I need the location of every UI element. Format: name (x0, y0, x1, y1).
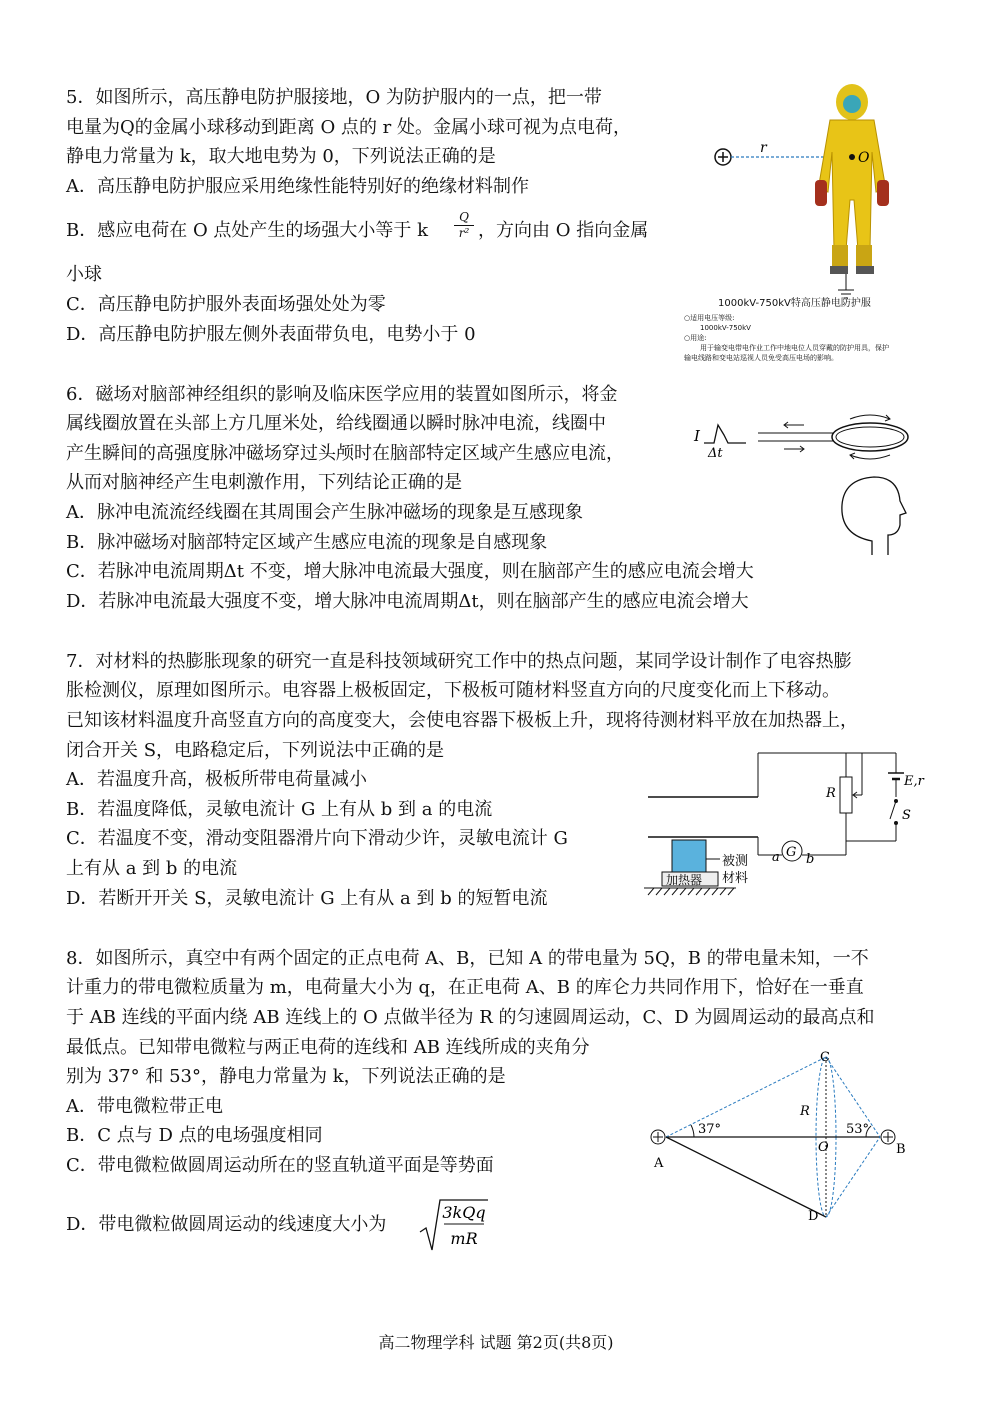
q6-line-1: 6．磁场对脑部神经组织的影响及临床医学应用的装置如图所示，将金 (66, 384, 618, 405)
q6-option-b: B．脉冲磁场对脑部特定区域产生感应电流的现象是自感现象 (66, 532, 548, 553)
q7-option-c: C．若温度不变，滑动变阻器滑片向下滑动少许，灵敏电流计 G (66, 828, 568, 849)
point-a-label: A (654, 1156, 664, 1171)
q8-charge-figure (640, 1045, 930, 1225)
r-label: r (760, 140, 767, 156)
point-c-label: C (820, 1050, 830, 1065)
suit-body (815, 84, 889, 274)
q7-circuit-figure (640, 745, 930, 900)
q6-option-d: D．若脉冲电流最大强度不变，增大脉冲电流周期Δt，则在脑部产生的感应电流会增大 (66, 591, 749, 612)
pulse-i-label: I (694, 427, 700, 445)
q5-line-1: 5．如图所示，高压静电防护服接地，O 为防护服内的一点，把一带 (66, 87, 602, 108)
q6-line-2: 属线圈放置在头部上方几厘米处，给线圈通以瞬时脉冲电流，线圈中 (66, 413, 606, 434)
sqrt-denominator: mR (450, 1229, 478, 1248)
q5-option-b: B．感应电荷在 O 点处产生的场强大小等于 k (66, 220, 429, 241)
er-label: E,r (904, 774, 924, 789)
angle-53-label: 53° (846, 1122, 870, 1137)
sqrt-numerator: 3kQq (442, 1203, 486, 1222)
point-b-label: B (896, 1142, 906, 1157)
suit-spec-4: 用于输变电带电作业工作中地电位人员穿戴的防护用具，保护 (700, 344, 889, 352)
q7-line-2: 胀检测仪，原理如图所示。电容器上极板固定，下极板可随材料竖直方向的尺度变化而上下移动。 (66, 680, 840, 701)
q5-fraction-num: Q (454, 210, 474, 226)
q5-option-c: C．高压静电防护服外表面场强处处为零 (66, 294, 386, 315)
q7-option-a: A．若温度升高，极板所带电荷量减小 (66, 769, 367, 790)
a-label: a (772, 850, 780, 865)
q5-option-d: D．高压静电防护服左侧外表面带负电，电势小于 0 (66, 324, 476, 345)
q5-option-b-tail: ，方向由 O 指向金属 (478, 220, 649, 241)
q6-line-3: 产生瞬间的高强度脉冲磁场穿过头颅时在脑部特定区域产生感应电流， (66, 443, 624, 464)
suit-spec-5: 输电线路和变电站巡视人员免受高压电场的影响。 (684, 354, 838, 362)
q6-line-4: 从而对脑神经产生电刺激作用，下列结论正确的是 (66, 472, 462, 493)
q5-option-a: A．高压静电防护服应采用绝缘性能特别好的绝缘材料制作 (66, 176, 529, 197)
q7-option-c-cont: 上有从 a 到 b 的电流 (66, 858, 238, 879)
switch (890, 801, 896, 819)
suit-spec-2: 1000kV-750kV (700, 324, 751, 332)
material-label-2: 材料 (722, 871, 749, 886)
q8-sqrt-expression (418, 1196, 490, 1256)
q8-option-a: A．带电微粒带正电 (66, 1096, 223, 1117)
q8-line-5: 别为 37° 和 53°，静电力常量为 k，下列说法正确的是 (66, 1066, 506, 1087)
q6-coil-figure (684, 405, 924, 585)
page-footer: 高二物理学科 试题 第2页(共8页) (378, 1333, 614, 1352)
q8-option-c: C．带电微粒做圆周运动所在的竖直轨道平面是等势面 (66, 1155, 494, 1176)
q5-fraction-den: r² (458, 226, 470, 240)
q8-line-1: 8．如图所示，真空中有两个固定的正点电荷 A、B，已知 A 的带电量为 5Q，B 的带电量未知，一不 (66, 948, 869, 969)
q7-line-1: 7．对材料的热膨胀现象的研究一直是科技领域研究工作中的热点问题，某同学设计制作了电容热膨 (66, 651, 852, 672)
pulse-dt-label: Δt (708, 446, 723, 461)
q8-option-b: B．C 点与 D 点的电场强度相同 (66, 1125, 323, 1146)
head-outline (842, 477, 906, 555)
q8-option-d: D．带电微粒做圆周运动的线速度大小为 (66, 1214, 387, 1235)
q5-fraction (454, 210, 474, 250)
q7-line-3: 已知该材料温度升高竖直方向的高度变大，会使电容器下极板上升，现将待测材料平放在加热器上， (66, 710, 858, 731)
radius-label: R (800, 1104, 810, 1119)
q7-line-4: 闭合开关 S，电路稳定后，下列说法中正确的是 (66, 740, 445, 761)
suit-caption: 1000kV-750kV特高压静电防护服 (718, 298, 871, 309)
material-label-1: 被测 (722, 854, 749, 869)
q5-line-3: 静电力常量为 k，取大地电势为 0，下列说法正确的是 (66, 146, 496, 167)
q6-option-c: C．若脉冲电流周期Δt 不变，增大脉冲电流最大强度，则在脑部产生的感应电流会增大 (66, 561, 754, 582)
q6-option-a: A．脉冲电流流经线圈在其周围会产生脉冲磁场的现象是互感现象 (66, 502, 583, 523)
suit-spec-1: ○适用电压等级: (684, 314, 735, 322)
test-material (672, 840, 706, 872)
point-d-label: D (808, 1209, 819, 1224)
q8-line-4: 最低点。已知带电微粒与两正电荷的连线和 AB 连线所成的夹角分 (66, 1037, 590, 1058)
g-label: G (786, 845, 797, 860)
o-label: O (858, 150, 870, 166)
r-label: R (826, 786, 836, 801)
q5-suit-figure (680, 80, 940, 380)
heater-label: 加热器 (666, 873, 703, 887)
q8-line-2: 计重力的带电微粒质量为 m，电荷量大小为 q，在正电荷 A、B 的库仑力共同作用下，恰好在一垂直 (66, 977, 864, 998)
b-label: b (806, 852, 815, 867)
rheostat (840, 777, 852, 813)
suit-spec-3: ○用途: (684, 334, 707, 342)
angle-37-label: 37° (698, 1122, 722, 1137)
q5-option-b-cont: 小球 (66, 264, 102, 285)
q7-option-b: B．若温度降低，灵敏电流计 G 上有从 b 到 a 的电流 (66, 799, 493, 820)
point-o-label: O (818, 1140, 829, 1155)
q5-line-2: 电量为Q的金属小球移动到距离 O 点的 r 处。金属小球可视为点电荷， (66, 117, 632, 138)
pulse-waveform (704, 425, 746, 443)
q8-line-3: 于 AB 连线的平面内绕 AB 连线上的 O 点做半径为 R 的匀速圆周运动，C、D 为圆周运动的最高点和 (66, 1007, 875, 1028)
s-label: S (902, 808, 911, 823)
q7-option-d: D．若断开开关 S，灵敏电流计 G 上有从 a 到 b 的短暂电流 (66, 888, 548, 909)
